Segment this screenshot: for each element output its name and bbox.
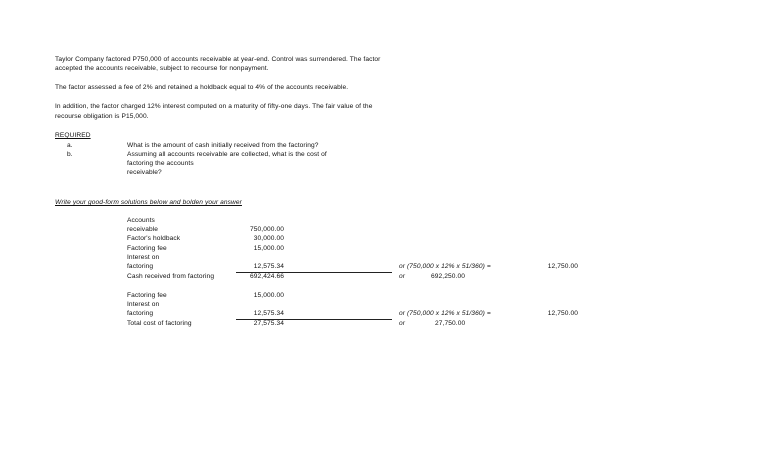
problem-text-line: In addition, the factor charged 12% interest computed on a maturity of fifty-one days. The fair value of the	[55, 103, 373, 110]
problem-text-line: accepted the accounts receivable, subject to recourse for nonpayment.	[55, 65, 269, 72]
interest-alt-formula: or (750,000 x 12% x 51/360) =	[399, 263, 491, 270]
total-alt-value: 27,750.00	[435, 320, 466, 327]
interest-alt-formula: or (750,000 x 12% x 51/360) =	[399, 310, 491, 317]
total-cost-value: 27,575.34	[253, 320, 284, 327]
accounts-receivable-value: 750,000.00	[249, 226, 284, 233]
accounts-receivable-label: receivable	[127, 226, 159, 233]
cash-received-label: Cash received from factoring	[127, 273, 215, 280]
required-item-b-text: Assuming all accounts receivable are collected, what is the cost of	[127, 151, 327, 158]
instruction-text: Write your good-form solutions below and bolden your answer	[55, 199, 242, 206]
interest-label: factoring	[127, 263, 154, 270]
required-item-a-label: a.	[67, 142, 73, 149]
cash-alt-value: 692,250.00	[431, 273, 466, 280]
required-item-b-text: receivable?	[127, 169, 162, 176]
interest-label: Interest on	[127, 301, 160, 308]
problem-text-line: Taylor Company factored P750,000 of accounts receivable at year-end. Control was surrendered. The factor	[55, 56, 381, 63]
accounts-receivable-label: Accounts	[127, 217, 155, 224]
factor-holdback-label: Factor's holdback	[127, 235, 181, 242]
interest-alt-value: 12,750.00	[547, 310, 578, 317]
cash-received-value: 692,424.66	[249, 273, 284, 280]
required-item-a-text: What is the amount of cash initially received from the factoring?	[127, 142, 319, 149]
total-alt-or: or	[399, 320, 406, 327]
factoring-fee-label: Factoring fee	[127, 292, 167, 299]
required-item-b-text: factoring the accounts	[127, 160, 194, 167]
factoring-fee-value: 15,000.00	[253, 245, 284, 252]
interest-label: factoring	[127, 310, 154, 317]
interest-label: Interest on	[127, 254, 160, 261]
required-heading: REQUIRED	[55, 132, 91, 139]
total-cost-label: Total cost of factoring	[127, 320, 192, 327]
required-item-b-label: b.	[67, 151, 73, 158]
problem-text-line: recourse obligation is P15,000.	[55, 113, 149, 120]
interest-value: 12,575.34	[253, 263, 284, 270]
problem-text-line: The factor assessed a fee of 2% and retained a holdback equal to 4% of the accounts receivable.	[55, 84, 349, 91]
factor-holdback-value: 30,000.00	[253, 235, 284, 242]
factoring-fee-value: 15,000.00	[253, 292, 284, 299]
factoring-fee-label: Factoring fee	[127, 245, 167, 252]
cash-alt-or: or	[399, 273, 406, 280]
interest-alt-value: 12,750.00	[547, 263, 578, 270]
interest-value: 12,575.34	[253, 310, 284, 317]
